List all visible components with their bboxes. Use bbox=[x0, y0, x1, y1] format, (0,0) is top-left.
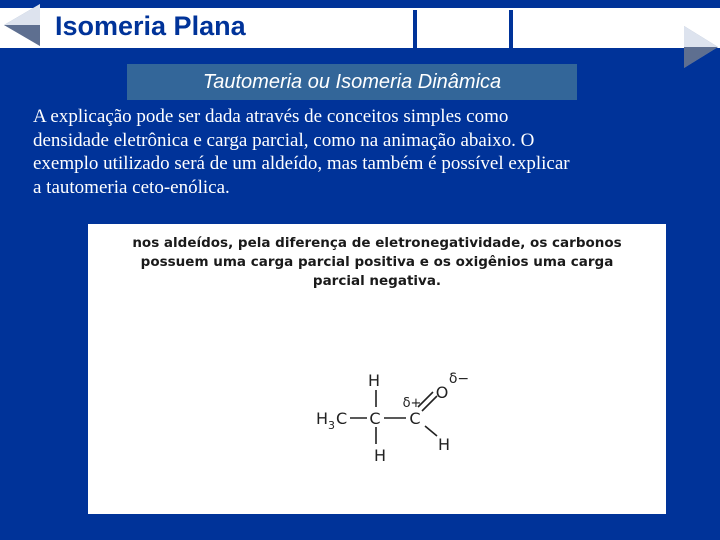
bond-c2-h bbox=[425, 426, 437, 436]
divider bbox=[509, 10, 513, 48]
caption-line: nos aldeídos, pela diferença de eletronegatividade, os carbonos bbox=[132, 235, 622, 251]
atom-c1: C bbox=[369, 409, 381, 428]
delta-minus-label: δ− bbox=[448, 371, 470, 387]
body-line: A explicação pode ser dada através de conceitos simples como bbox=[33, 106, 509, 127]
atom-h-bottom: H bbox=[373, 446, 387, 465]
divider bbox=[413, 10, 417, 48]
atom-h-top: H bbox=[367, 371, 381, 390]
body-line: a tautomeria ceto-enólica. bbox=[33, 176, 230, 198]
bond-c2-o-double bbox=[422, 396, 437, 411]
atom-o: O bbox=[435, 383, 449, 402]
atom-subscript: 3 bbox=[328, 419, 335, 432]
caption-line: parcial negativa. bbox=[312, 273, 442, 289]
delta-plus-label: δ+ bbox=[402, 396, 422, 411]
atom-h: H bbox=[316, 409, 329, 428]
body-line: densidade eletrônica e carga parcial, como na animação abaixo. O bbox=[33, 129, 535, 151]
atom-h-right: H bbox=[437, 435, 451, 454]
left-arrow-icon[interactable] bbox=[0, 0, 44, 50]
atom-c2: C bbox=[409, 409, 421, 428]
caption-line: possuem uma carga parcial positiva e os oxigênios uma carga bbox=[140, 254, 614, 270]
body-line: exemplo utilizado será de um aldeído, mas também é possível explicar bbox=[33, 153, 570, 174]
atom-c: C bbox=[336, 409, 348, 428]
right-arrow-icon[interactable] bbox=[680, 24, 720, 70]
body-paragraph bbox=[33, 105, 708, 199]
page-title: Isomeria Plana bbox=[55, 11, 246, 41]
animation-figure bbox=[88, 224, 666, 514]
aldehyde-structure bbox=[88, 224, 666, 514]
section-subtitle: Tautomeria ou Isomeria Dinâmica bbox=[127, 64, 577, 100]
